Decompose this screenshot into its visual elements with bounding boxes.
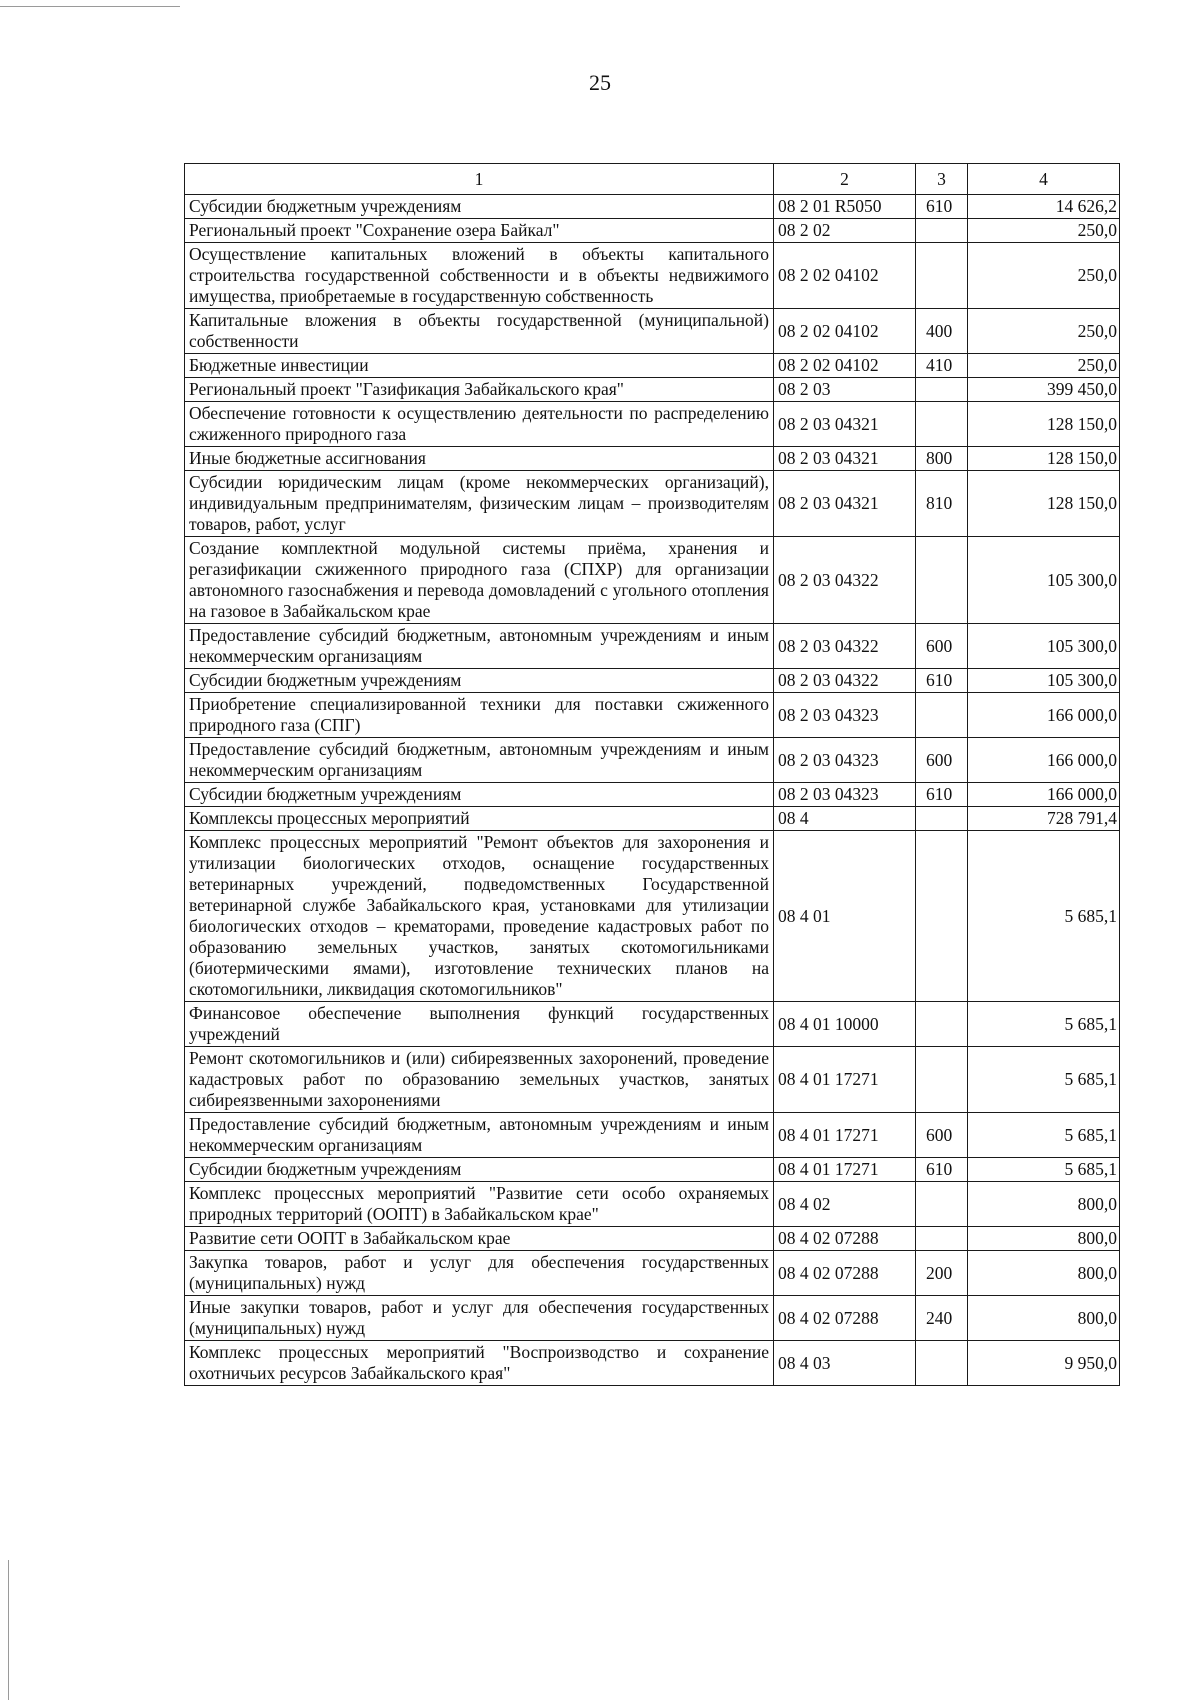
row-amount-cell: 800,0: [968, 1227, 1120, 1251]
row-type-cell: [916, 807, 968, 831]
row-type-cell: [916, 1341, 968, 1386]
top-edge-rule: [0, 6, 180, 7]
left-edge-rule: [8, 1560, 9, 1700]
row-name-cell: Финансовое обеспечение выполнения функций государственных учреждений: [185, 1002, 774, 1047]
row-amount-cell: 250,0: [968, 243, 1120, 309]
table-row: [185, 807, 1120, 831]
row-type-cell: 800: [916, 447, 968, 471]
table-row: [185, 402, 1120, 447]
row-amount-cell: 5 685,1: [968, 1158, 1120, 1182]
row-amount-cell: 5 685,1: [968, 1113, 1120, 1158]
row-code-cell: 08 2 03 04323: [774, 738, 916, 783]
row-name-cell: Региональный проект "Сохранение озера Байкал": [185, 219, 774, 243]
row-name-cell: Предоставление субсидий бюджетным, автономным учреждениям и иным некоммерческим организациям: [185, 624, 774, 669]
row-type-cell: 610: [916, 1158, 968, 1182]
header-col-2: 2: [774, 164, 916, 195]
row-code-cell: 08 4 01 10000: [774, 1002, 916, 1047]
row-name-cell: Бюджетные инвестиции: [185, 354, 774, 378]
row-name-cell: Комплекс процессных мероприятий "Воспроизводство и сохранение охотничьих ресурсов Забайкальского края": [185, 1341, 774, 1386]
row-code-cell: 08 2 03 04321: [774, 447, 916, 471]
budget-table: [184, 163, 1120, 1386]
row-code-cell: 08 2 02: [774, 219, 916, 243]
row-name-cell: Капитальные вложения в объекты государственной (муниципальной) собственности: [185, 309, 774, 354]
table-row: [185, 1296, 1120, 1341]
row-amount-cell: 5 685,1: [968, 1047, 1120, 1113]
header-col-4: 4: [968, 164, 1120, 195]
table-row: [185, 447, 1120, 471]
row-amount-cell: 105 300,0: [968, 669, 1120, 693]
row-amount-cell: 800,0: [968, 1182, 1120, 1227]
row-amount-cell: 105 300,0: [968, 537, 1120, 624]
row-code-cell: 08 4 01: [774, 831, 916, 1002]
table-row: [185, 1158, 1120, 1182]
row-code-cell: 08 4 02 07288: [774, 1296, 916, 1341]
row-code-cell: 08 2 03 04322: [774, 624, 916, 669]
row-name-cell: Субсидии бюджетным учреждениям: [185, 1158, 774, 1182]
row-type-cell: 610: [916, 195, 968, 219]
row-name-cell: Ремонт скотомогильников и (или) сибиреязвенных захоронений, проведение кадастровых работ по образованию земельных участков, занятых сибиреязвенными захоронениями: [185, 1047, 774, 1113]
row-code-cell: 08 4 02 07288: [774, 1227, 916, 1251]
row-type-cell: 600: [916, 624, 968, 669]
row-code-cell: 08 2 03 04322: [774, 537, 916, 624]
row-code-cell: 08 4 03: [774, 1341, 916, 1386]
row-amount-cell: 128 150,0: [968, 402, 1120, 447]
row-name-cell: Региональный проект "Газификация Забайкальского края": [185, 378, 774, 402]
row-code-cell: 08 2 03 04321: [774, 471, 916, 537]
table-row: [185, 1113, 1120, 1158]
row-amount-cell: 250,0: [968, 354, 1120, 378]
row-name-cell: Приобретение специализированной техники для поставки сжиженного природного газа (СПГ): [185, 693, 774, 738]
row-code-cell: 08 2 02 04102: [774, 309, 916, 354]
row-type-cell: 200: [916, 1251, 968, 1296]
row-code-cell: 08 4 01 17271: [774, 1158, 916, 1182]
row-name-cell: Субсидии бюджетным учреждениям: [185, 669, 774, 693]
row-type-cell: [916, 402, 968, 447]
row-code-cell: 08 4 01 17271: [774, 1047, 916, 1113]
row-name-cell: Комплекс процессных мероприятий "Развитие сети особо охраняемых природных территорий (ООПТ) в Забайкальском крае": [185, 1182, 774, 1227]
row-type-cell: 610: [916, 783, 968, 807]
header-col-3: 3: [916, 164, 968, 195]
row-code-cell: 08 2 03 04321: [774, 402, 916, 447]
table-row: [185, 195, 1120, 219]
row-type-cell: [916, 831, 968, 1002]
row-name-cell: Субсидии юридическим лицам (кроме некоммерческих организаций), индивидуальным предпринимателям, физическим лицам – производителям товаров, работ, услуг: [185, 471, 774, 537]
row-amount-cell: 9 950,0: [968, 1341, 1120, 1386]
row-name-cell: Иные бюджетные ассигнования: [185, 447, 774, 471]
table-row: [185, 537, 1120, 624]
row-name-cell: Осуществление капитальных вложений в объекты капитального строительства государственной собственности и в объекты недвижимого имущества, приобретаемые в государственную собственность: [185, 243, 774, 309]
row-type-cell: [916, 1182, 968, 1227]
row-type-cell: 400: [916, 309, 968, 354]
table-row: [185, 831, 1120, 1002]
row-type-cell: 410: [916, 354, 968, 378]
table-row: [185, 354, 1120, 378]
row-name-cell: Субсидии бюджетным учреждениям: [185, 783, 774, 807]
table-row: [185, 1182, 1120, 1227]
row-type-cell: [916, 378, 968, 402]
row-code-cell: 08 2 01 R5050: [774, 195, 916, 219]
row-amount-cell: 128 150,0: [968, 471, 1120, 537]
row-amount-cell: 14 626,2: [968, 195, 1120, 219]
header-col-1: 1: [185, 164, 774, 195]
row-code-cell: 08 4: [774, 807, 916, 831]
table-row: [185, 669, 1120, 693]
row-amount-cell: 399 450,0: [968, 378, 1120, 402]
row-type-cell: 810: [916, 471, 968, 537]
row-type-cell: [916, 219, 968, 243]
row-type-cell: [916, 693, 968, 738]
row-amount-cell: 728 791,4: [968, 807, 1120, 831]
table-row: [185, 693, 1120, 738]
row-amount-cell: 166 000,0: [968, 783, 1120, 807]
row-name-cell: Развитие сети ООПТ в Забайкальском крае: [185, 1227, 774, 1251]
table-row: [185, 219, 1120, 243]
table-row: [185, 243, 1120, 309]
table-row: [185, 1341, 1120, 1386]
row-code-cell: 08 2 02 04102: [774, 243, 916, 309]
row-code-cell: 08 2 03: [774, 378, 916, 402]
row-code-cell: 08 4 01 17271: [774, 1113, 916, 1158]
row-amount-cell: 166 000,0: [968, 738, 1120, 783]
row-amount-cell: 166 000,0: [968, 693, 1120, 738]
table-row: [185, 1251, 1120, 1296]
row-code-cell: 08 2 03 04322: [774, 669, 916, 693]
table-row: [185, 1002, 1120, 1047]
row-amount-cell: 250,0: [968, 219, 1120, 243]
row-name-cell: Субсидии бюджетным учреждениям: [185, 195, 774, 219]
row-name-cell: Создание комплектной модульной системы приёма, хранения и регазификации сжиженного природного газа (СПХР) для организации автономного газоснабжения и перевода домовладений с угольного отопления на газовое в Забайкальском крае: [185, 537, 774, 624]
row-code-cell: 08 4 02 07288: [774, 1251, 916, 1296]
row-name-cell: Обеспечение готовности к осуществлению деятельности по распределению сжиженного природного газа: [185, 402, 774, 447]
page-number: 25: [589, 70, 611, 95]
row-type-cell: [916, 243, 968, 309]
row-amount-cell: 250,0: [968, 309, 1120, 354]
row-name-cell: Предоставление субсидий бюджетным, автономным учреждениям и иным некоммерческим организациям: [185, 1113, 774, 1158]
table-row: [185, 1047, 1120, 1113]
row-code-cell: 08 2 03 04323: [774, 783, 916, 807]
row-code-cell: 08 2 03 04323: [774, 693, 916, 738]
row-name-cell: Закупка товаров, работ и услуг для обеспечения государственных (муниципальных) нужд: [185, 1251, 774, 1296]
row-amount-cell: 800,0: [968, 1296, 1120, 1341]
row-name-cell: Предоставление субсидий бюджетным, автономным учреждениям и иным некоммерческим организациям: [185, 738, 774, 783]
row-name-cell: Иные закупки товаров, работ и услуг для обеспечения государственных (муниципальных) нужд: [185, 1296, 774, 1341]
row-type-cell: [916, 1002, 968, 1047]
row-code-cell: 08 2 02 04102: [774, 354, 916, 378]
row-amount-cell: 5 685,1: [968, 1002, 1120, 1047]
row-amount-cell: 5 685,1: [968, 831, 1120, 1002]
table-header-row: [185, 164, 1120, 195]
row-amount-cell: 128 150,0: [968, 447, 1120, 471]
row-type-cell: 240: [916, 1296, 968, 1341]
row-type-cell: [916, 537, 968, 624]
table-row: [185, 1227, 1120, 1251]
row-type-cell: [916, 1227, 968, 1251]
row-type-cell: 610: [916, 669, 968, 693]
table-row: [185, 783, 1120, 807]
row-code-cell: 08 4 02: [774, 1182, 916, 1227]
table-row: [185, 624, 1120, 669]
row-type-cell: 600: [916, 1113, 968, 1158]
row-type-cell: [916, 1047, 968, 1113]
table-row: [185, 738, 1120, 783]
table-row: [185, 378, 1120, 402]
row-name-cell: Комплекс процессных мероприятий "Ремонт объектов для захоронения и утилизации биологических отходов, оснащение государственных ветеринарных учреждений, подведомственных Государственной ветеринарной службе Забайкальского края, установками для утилизации биологических отходов – крематорами, проведение кадастровых работ по образованию земельных участков, занятых скотомогильниками (биотермическими ямами), изготовление технических планов на скотомогильники, ликвидация скотомогильников": [185, 831, 774, 1002]
row-amount-cell: 800,0: [968, 1251, 1120, 1296]
table-row: [185, 309, 1120, 354]
row-name-cell: Комплексы процессных мероприятий: [185, 807, 774, 831]
table-row: [185, 471, 1120, 537]
row-amount-cell: 105 300,0: [968, 624, 1120, 669]
row-type-cell: 600: [916, 738, 968, 783]
